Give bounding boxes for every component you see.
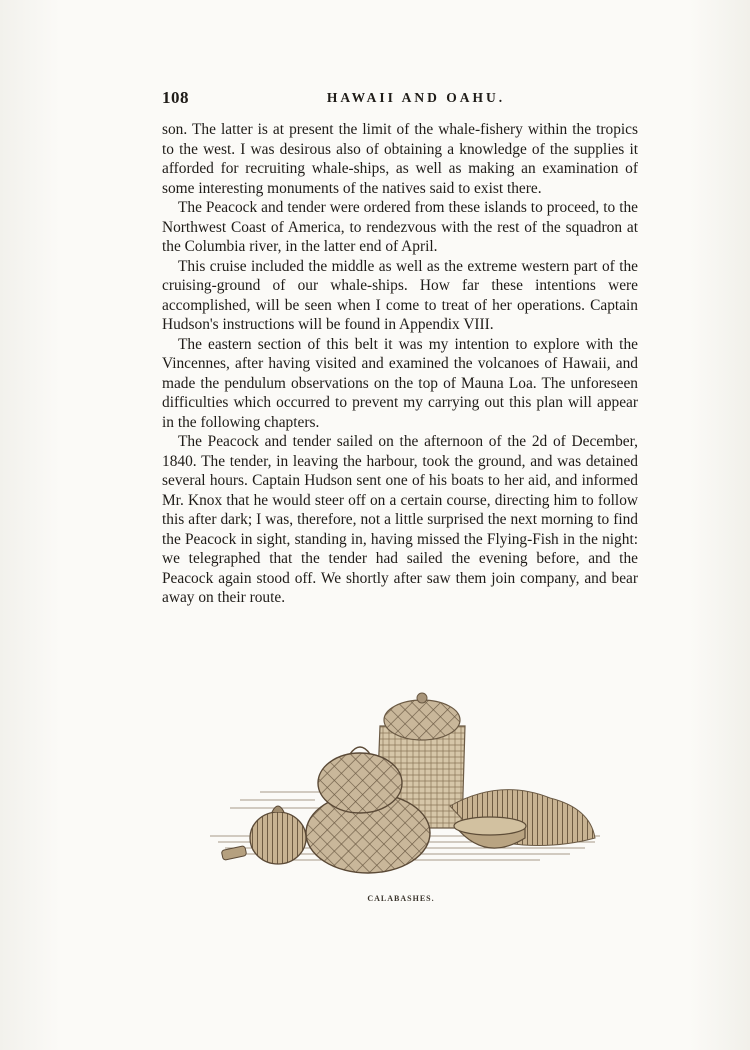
page-header <box>162 88 640 110</box>
paragraph: The Peacock and tender were ordered from these islands to proceed, to the Northwest Coast of America, to rendezvous with the rest of the squadron at the Columbia river, in the latter end of April. <box>162 199 638 255</box>
running-head: HAWAII AND OAHU. <box>326 90 506 105</box>
paragraph: The eastern section of this belt it was my intention to explore with the Vincennes, after having visited and examined the volcanoes of Hawaii, and made the pendulum observations on the top of Mauna Loa. The unforeseen difficulties which occurred to prevent my carrying out this plan will appear in the following chapters. <box>162 335 638 431</box>
page-number: 108 <box>162 88 189 107</box>
paragraph: The Peacock and tender sailed on the afternoon of the 2d of December, 1840. The tender, in leaving the harbour, took the ground, and was detained several hours. Captain Hudson sent one of his boats to her aid, and informed Mr. Knox that he would steer off on a certain course, directing him to follow this after dark; I was, therefore, not a little surprised the next morning to find the Peacock in sight, standing in, having missed the Flying-Fish in the night: we telegraphed that the tender had sailed the evening before, and the Peacock again stood off. We shortly after saw them join company, and bear away on their route. <box>162 433 638 606</box>
wooden-bowl <box>454 817 526 848</box>
body-text <box>162 120 638 608</box>
paragraph: This cruise included the middle as well as the extreme western part of the cruising-ground of our whale-ships. How far these intentions were accomplished, will be seen when I come to treat of her operations. Captain Hudson's instructions will be found in Appendix VIII. <box>162 257 638 333</box>
figure-caption: CALABASHES. <box>367 894 435 903</box>
ribbed-gourd <box>250 806 306 864</box>
paragraph: son. The latter is at present the limit of the whale-fishery within the tropics to the west. I was desirous also of obtaining a knowledge of the supplies it afforded for recruiting whale-ships, as well as making an examination of some interesting monuments of the natives said to exist there. <box>162 121 638 197</box>
calabashes-engraving <box>200 688 620 888</box>
